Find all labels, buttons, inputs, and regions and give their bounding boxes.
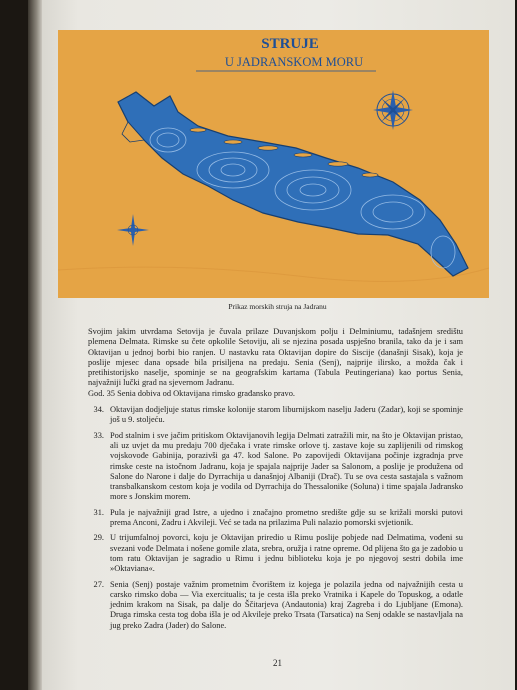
year-text: U trijumfalnoj povorci, koju je Oktavijan priredio u Rimu poslije pobjede nad Delmatima, vođeni su svezani vođe Delmata i nošene gomile zlata, srebra, oružja i ratne opreme. Od plijena što ga je zadobio u tom ratu Oktavijan je sagradio u Rimu i jednu biblioteku koja je po njegovoj sestri dobila ime »Oktaviana«. — [110, 533, 463, 574]
year-entries — [88, 405, 463, 631]
map-caption: Prikaz morskih struja na Jadranu — [228, 302, 327, 311]
year-number: 31. — [93, 507, 104, 517]
adriatic-map — [58, 30, 489, 298]
intro-paragraph — [88, 327, 463, 399]
intro-paragraph-1: Svojim jakim utvrdama Setovija je čuvala prilaze Duvanjskom polju i Delminiumu, tadašnjem središtu plemena Delmata. Rimske su čete opkolile Setoviju, ali se njezina posada uspješno branila, tako da je i sam Oktavijan u jednoj borbi bio ranjen. U nastavku rata Oktavijan dopire do Siscije (današnji Sisak), koja je poslije mjesec dana opsade bila prisiljena na predaju. Senia (Senj), najprije ilirsko, a možda čak i pretihistorijsko naselje, spominje se na geografskim kartama (Tabula Peutingeriana) kao portus Senia, najvažniji lučki grad na sjevernom Jadranu. — [88, 327, 463, 388]
body-text — [88, 327, 463, 636]
map-title-line2: U JADRANSKOM MORU — [224, 55, 364, 69]
current-map — [58, 30, 489, 298]
map-title-line1: STRUJE — [261, 36, 319, 52]
page-number: 21 — [273, 658, 282, 668]
book-binding — [28, 0, 42, 690]
year-entry — [93, 579, 463, 631]
year-entry — [93, 507, 463, 529]
year-entry — [93, 430, 463, 503]
year-entry — [93, 405, 463, 426]
year-number: 33. — [93, 430, 104, 440]
year-number: 27. — [93, 579, 104, 589]
intro-paragraph-2: God. 35 Senia dobiva od Oktavijana rimsko građansko pravo. — [88, 388, 296, 398]
year-text: Senia (Senj) postaje važnim prometnim čvorištem iz kojega je polazila jedna od najvažnijih cesta u carsko rimsko doba — Via exercitualis; ta je cesta išla preko Vratnika i Kapele do Topuskog, a odatle jednim krakom na Sisak, pa dalje do Ščitarjeva (Andautonia) kraj Zagreba i do Ljubljane (Emona). Druga rimska cesta tog doba išla je od Akvileje preko Trsata (Tarsatica) na Senj odakle se nastavljala na jug preko Zadra (Jader) do Salone. — [110, 579, 463, 630]
year-text: Pula je najvažniji grad Istre, a ujedno i značajno prometno središte gdje su se križali morski putovi prema Anconi, Zadru i Akvileji. Već se tada na prilazima Puli nalazio pomorski svjetionik. — [110, 507, 463, 528]
year-text: Pod stalnim i sve jačim pritiskom Oktavijanovih legija Delmati zatražili mir, na što je Oktavijan pristao, ali uz uvjet da mu predaju 700 dječaka i vrate rimske orlove tj. zastave koje su zaplijenili od rimskog vojskovođe Gabinija, porazivši ga 47. kod Salone. Po zapovijedi Oktavijana počinje izgradnja prve rimske ceste na istočnom Jadranu, koja je spajala najprije Jader sa Salonom, a poslije je produžena od Salone do Narone i dalje do Dyrrachija u današnjoj Albaniji (Drač). Tu se ova cesta sastajala s važnom transbalkanskom cestom koja je vodila od Dyrrachija do Thessalonike (Soluna) i time spajala Jadransko more s Jonskim morem. — [110, 430, 463, 502]
year-number: 34. — [93, 405, 104, 415]
year-entry — [93, 533, 463, 574]
year-text: Oktavijan dodjeljuje status rimske kolonije starom liburnijskom naselju Jaderu (Zadar), koji se spominje još u 9. stoljeću. — [110, 405, 463, 425]
year-number: 29. — [93, 533, 104, 543]
book-page — [40, 0, 515, 690]
